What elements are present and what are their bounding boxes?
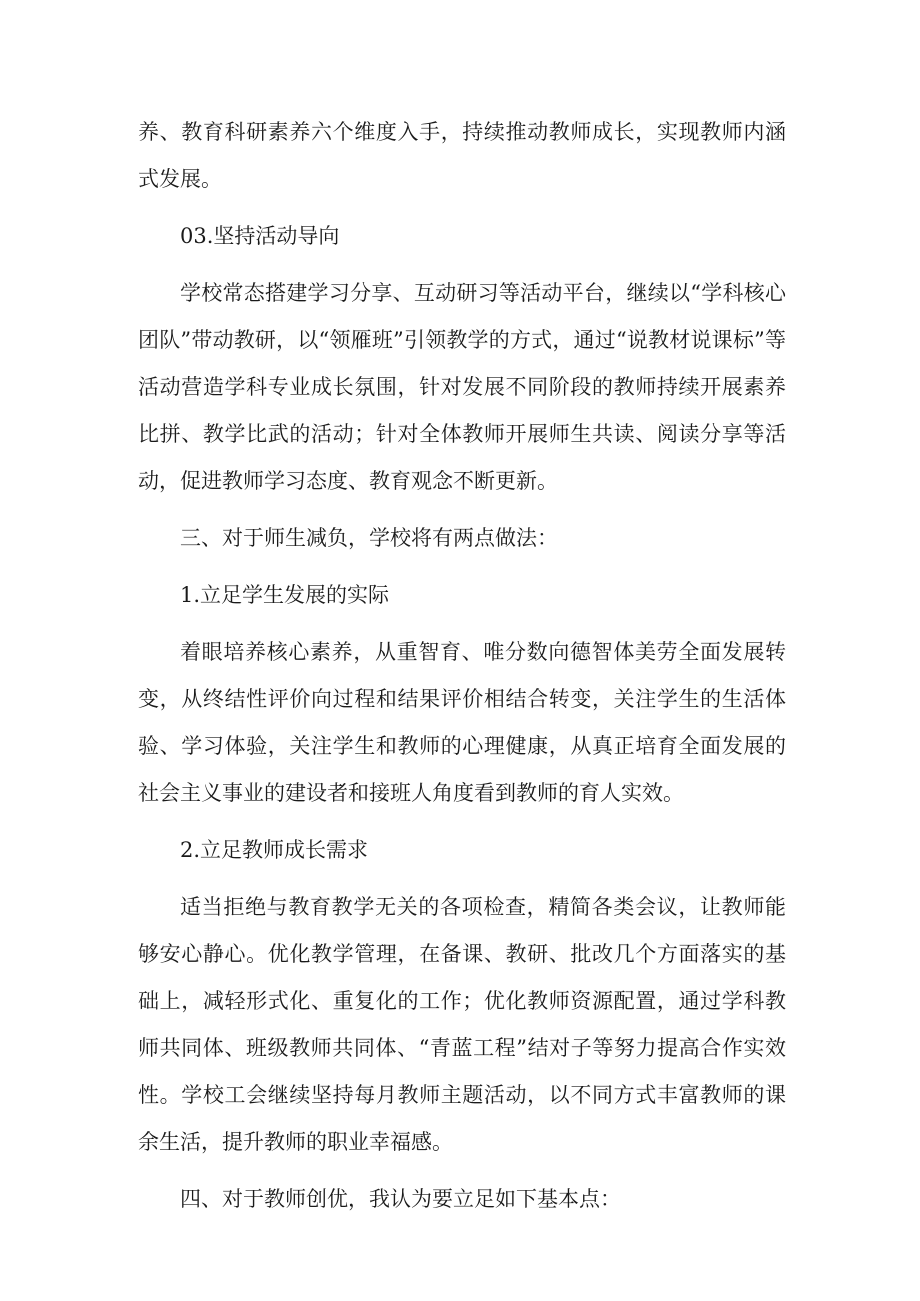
paragraph-4-heading: 三、对于师生减负，学校将有两点做法： bbox=[180, 526, 558, 550]
paragraph-7-heading: 2.立足教师成长需求 bbox=[180, 838, 369, 862]
paragraph-2-heading: 03.坚持活动导向 bbox=[180, 224, 340, 248]
paragraph-3: 学校常态搭建学习分享、互动研习等活动平台，继续以“学科核心团队”带动教研，以“领雁班”引领教学的方式，通过“说教材说课标”等活动营造学科专业成长氛围，针对发展不同阶段的教师持续开展素养比拼、教学比武的活动；针对全体教师开展师生共读、阅读分享等活动，促进教师学习态度、教育观念不断更新。 bbox=[138, 281, 786, 493]
document-body bbox=[138, 109, 786, 1223]
paragraph-9-heading: 四、对于教师创优，我认为要立足如下基本点： bbox=[180, 1187, 621, 1211]
paragraph-5-heading: 1.立足学生发展的实际 bbox=[180, 583, 390, 607]
paragraph-6: 着眼培养核心素养，从重智育、唯分数向德智体美劳全面发展转变，从终结性评价向过程和结果评价相结合转变，关注学生的生活体验、学习体验，关注学生和教师的心理健康，从真正培育全面发展的社会主义事业的建设者和接班人角度看到教师的育人实效。 bbox=[138, 640, 786, 805]
paragraph-8: 适当拒绝与教育教学无关的各项检查，精简各类会议，让教师能够安心静心。优化教学管理，在备课、教研、批改几个方面落实的基础上，减轻形式化、重复化的工作；优化教师资源配置，通过学科教师共同体、班级教师共同体、“青蓝工程”结对子等努力提高合作实效性。学校工会继续坚持每月教师主题活动，以不同方式丰富教师的课余生活，提升教师的职业幸福感。 bbox=[138, 895, 786, 1154]
paragraph-1: 养、教育科研素养六个维度入手，持续推动教师成长，实现教师内涵式发展。 bbox=[138, 120, 786, 191]
